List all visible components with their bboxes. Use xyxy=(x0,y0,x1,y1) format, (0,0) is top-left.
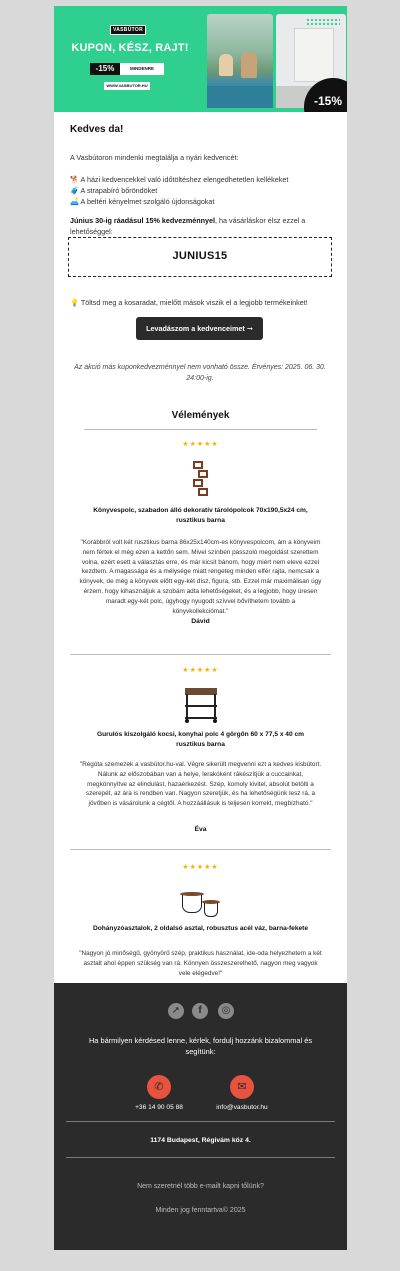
bullet-item: 🐕 A házi kedvencekkel való időtöltéshez elengedhetetlen kellékeket xyxy=(70,175,289,184)
email-address[interactable]: info@vasbutor.hu xyxy=(216,1104,268,1111)
phone-number[interactable]: +36 14 90 05 88 xyxy=(135,1104,183,1111)
hero-url[interactable]: WWW.VASBUTOR.HU xyxy=(104,82,150,90)
intro-text: A Vasbútoron mindenki megtalálja a nyári kedvencét: xyxy=(70,153,239,162)
facebook-icon[interactable]: f xyxy=(192,1003,208,1019)
mail-icon[interactable]: ✉ xyxy=(230,1075,254,1099)
coffee-tables-image[interactable] xyxy=(180,890,222,918)
coupon-code-box[interactable]: JUNIUS15 xyxy=(68,237,332,277)
product-title[interactable]: Gurulós kiszolgáló kocsi, konyhai polc 4 görgőn 60 x 77,5 x 40 cm rusztikus barna xyxy=(96,731,305,748)
address: 1174 Budapest, Régivám köz 4. xyxy=(150,1137,251,1144)
copyright: Minden jog fenntartva© 2025 xyxy=(155,1207,246,1214)
offer-text: Június 30-ig ráadásul 15% kedvezménnyel, ha vásárláskor élsz ezzel a lehetőséggel: xyxy=(70,216,306,236)
footer-divider xyxy=(66,1157,335,1158)
instagram-icon[interactable]: ◎ xyxy=(218,1003,234,1019)
discount-label: MINDENRE xyxy=(120,63,164,75)
discount-row xyxy=(90,63,164,75)
urge-text: 💡 Töltsd meg a kosaradat, mielőtt mások viszik el a legjobb termékeinket! xyxy=(70,298,308,307)
serving-cart-image[interactable] xyxy=(185,688,217,724)
bullet-item: 🧳 A strapabíró bőröndöket xyxy=(70,186,158,195)
disclaimer: Az akció más kuponkedvezménnyel nem vonható össze. Érvényes: 2025. 06. 30. 24:00-ig. xyxy=(74,364,326,382)
greeting: Kedves da! xyxy=(70,124,124,135)
divider xyxy=(70,654,331,655)
review-quote: "Nagyon jó minőségű, gyönyörű szép, praktikus használat, ide-oda helyezhetem a két asztalt ahol éppen szükség van rá. Könnyen összeszerelhető, nagyon meg vagyok vele elégedve!" xyxy=(79,950,322,977)
star-rating: ★★★★★ xyxy=(182,864,219,871)
footer xyxy=(54,983,347,1250)
hero-banner[interactable] xyxy=(54,6,347,112)
unsubscribe-link[interactable]: Nem szeretnél több e-mailt kapni tőlünk? xyxy=(137,1183,264,1190)
phone-icon[interactable]: ✆ xyxy=(147,1075,171,1099)
divider xyxy=(70,849,331,850)
bookshelf-image[interactable] xyxy=(193,461,209,501)
product-title[interactable]: Könyvespolc, szabadon álló dekoratív tárolópolcok 70x190,5x24 cm, rusztikus barna xyxy=(93,507,308,524)
divider xyxy=(84,429,317,430)
brand-logo: VASBÚTOR xyxy=(110,25,146,35)
star-rating: ★★★★★ xyxy=(182,441,219,448)
footer-message: Ha bármilyen kérdésed lenne, kérlek, fordulj hozzánk bizalommal és segítünk: xyxy=(88,1036,313,1056)
footer-divider xyxy=(66,1121,335,1122)
star-rating: ★★★★★ xyxy=(182,667,219,674)
cta-button[interactable]: Levadászom a kedvenceimet ➞ xyxy=(136,317,263,340)
review-author: Éva xyxy=(194,826,207,833)
bullet-item: 🛋️ A beltéri kényelmet szolgáló újdonságokat xyxy=(70,197,215,206)
hero-headline: KUPON, KÉSZ, RAJT! xyxy=(71,42,189,54)
review-quote: "Régóta szemezek a vasbútor.hu-val. Végre sikerült megvenni ezt a kedves kisbútort. Nálunk az előszobában van a helye, lerakóként rákészítjük a cuccainkat, megkönnyítve az elindulást, hazaérkezést. Szép, komoly kivitel, absolút betölti a szerepét, az ára is rendben van. Nagyon szeretjük, és ha lehetőségünk lesz rá, a jövőben is vásárolunk a cégtől. A hozzáállásuk is teljesen korrekt, megbízható." xyxy=(79,761,322,808)
reviews-title: Vélemények xyxy=(171,410,230,421)
family-picnic-image xyxy=(207,14,273,108)
discount-badge: -15% xyxy=(304,78,347,112)
review-quote: "Korábbról volt két rusztikus barna 86x25x140cm-es könyvespolcom, ám a könyveim nem fértek el még ezen a kettőn sem. Mivel színben passzoló megoldást szerettem volna, ezért esett a választás erre, és már kicsit bánom, hogy miért nem eleve ezzel kezdtem. A magassága és a mélysége miatt rengeteg minden elfér rajta, nemcsak a könyvek, de még a könyvek előtt egy-két dísz, figura, stb. Ezzel már maximálisan úgy érzem, hogy kihasználjuk a szobám adta lehetőségeket, és a legjobb, hogy üresen maradt egy-két polc, úgyhogy nyugodt szívvel bővíthetem tovább a könyvkollekciómat." xyxy=(79,539,322,615)
discount-value: -15% xyxy=(90,63,120,75)
product-title[interactable]: Dohányzóasztalok, 2 oldalsó asztal, robusztus acél váz, barna-fekete xyxy=(92,925,309,932)
review-author: Dávid xyxy=(191,618,210,625)
pointer-icon[interactable]: ➚ xyxy=(168,1003,184,1019)
email-container xyxy=(54,6,347,1250)
